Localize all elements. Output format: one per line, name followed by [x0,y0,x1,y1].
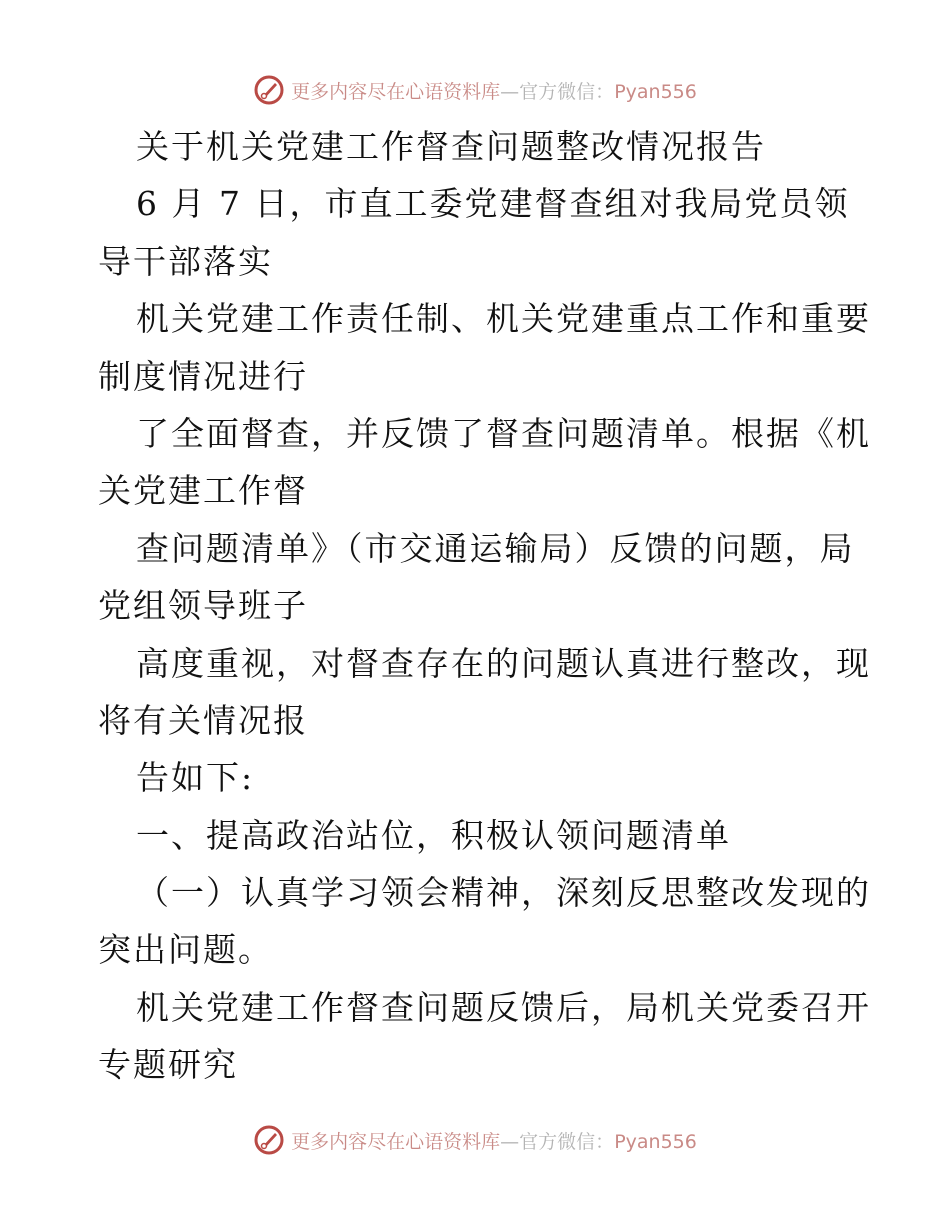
text-line: 6 月 7 日，市直工委党建督查组对我局党员领 [136,184,850,224]
text-line: 告如下: [136,758,255,798]
banner-content [253,74,697,106]
banner-separator: — [500,1130,520,1153]
text-line: 高度重视，对督查存在的问题认真进行整改，现 [136,643,871,683]
subsection-heading: （一）认真学习领会精神，深刻反思整改发现的 [136,873,871,913]
banner-text [291,77,697,104]
quill-seal-icon [253,1124,285,1156]
banner-content [253,1124,697,1156]
banner-brand: 更多内容尽在心语资料库 [291,1130,501,1153]
banner-text [291,1127,697,1154]
banner-wechat-label: 官方微信： [519,80,615,103]
text-line: 关党建工作督 [98,471,308,511]
text-line: 机关党建工作责任制、机关党建重点工作和重要 [136,299,871,339]
banner-brand: 更多内容尽在心语资料库 [291,80,501,103]
text-line: 机关党建工作督查问题反馈后，局机关党委召开 [136,987,871,1027]
text-line: 突出问题。 [98,930,273,970]
header-banner [0,70,950,110]
text-line: 党组领导班子 [98,586,308,626]
footer-banner [0,1120,950,1160]
banner-wechat-label: 官方微信： [519,1130,615,1153]
text-line: 导干部落实 [98,241,273,281]
banner-wechat-id: Pyan556 [614,1130,697,1153]
banner-separator: — [500,80,520,103]
text-line: 了全面督查，并反馈了督查问题清单。根据《机 [136,413,871,453]
quill-seal-icon [253,74,285,106]
banner-wechat-id: Pyan556 [614,80,697,103]
text-line: 将有关情况报 [98,700,308,740]
text-line: 查问题清单》（市交通运输局）反馈的问题，局 [136,528,855,568]
document-body [98,118,871,1094]
text-line: 制度情况进行 [98,356,308,396]
document-title: 关于机关党建工作督查问题整改情况报告 [136,127,766,166]
section-heading: 一、提高政治站位，积极认领问题清单 [136,815,731,855]
text-line: 专题研究 [98,1045,238,1085]
